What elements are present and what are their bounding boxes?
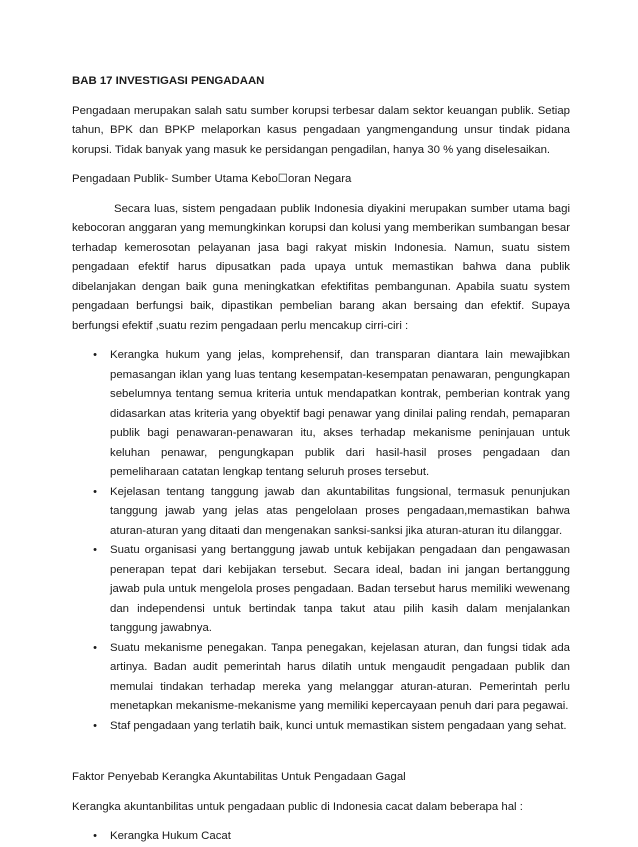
list-item (72, 639, 570, 717)
section-paragraph-public-procurement: Secara luas, sistem pengadaan publik Indonesia diyakini merupakan sumber utama bagi kebocoran anggaran yang memungkinkan korupsi dan kolusi yang memberikan sumbangan besar terhadap kemerosotan pelayanan jasa bagi rakyat miskin Indonesia. Namun, suatu sistem pengadaan efektif harus dipusatkan pada upaya untuk memastikan bahwa dana publik dibelanjakan dengan baik guna meningkatkan efektifitas pembangunan. Apabila suatu system pengadaan berfungsi baik, dipastikan pembelian barang akan bersaing dan efektif. Supaya berfungsi efektif ,suatu rezim pengadaan perlu mencakup cirri-ciri : (72, 202, 570, 332)
criteria-bullet-list (72, 346, 570, 736)
section-heading-public-procurement: Pengadaan Publik- Sumber Utama Kebo☐oran Negara (72, 173, 352, 185)
list-item-text: Staf pengadaan yang terlatih baik, kunci untuk memastikan sistem pengadaan yang sehat. (110, 719, 567, 732)
list-item (72, 541, 570, 639)
list-item-text: Kerangka hukum yang jelas, komprehensif, dan transparan diantara lain mewajibkan pemasangan iklan yang luas tentang kesempatan-kesempatan penawaran, pengungkapan sebelumnya tentang semua kriteria untuk mendapatkan kontrak, pemberian kontrak yang didasarkan atas kriteria yang obyektif bagi penawar yang dinilai paling rendah, pemaparan publik bagi penawaran-penawaran itu, akses terhadap mekanisme peninjauan untuk keluhan penawar, pengungkapan publik dari hasil-hasil proses pengadaan dan pemeliharaan catatan lengkap tentang seluruh proses tersebut. (110, 349, 570, 478)
bullet-icon: • (93, 641, 97, 654)
bullet-icon: • (93, 485, 97, 498)
bullet-icon: • (93, 830, 97, 842)
section-spacer (72, 746, 570, 768)
bullet-icon: • (93, 349, 97, 361)
section-paragraph-accountability-failure: Kerangka akuntanbilitas untuk pengadaan public di Indonesia cacat dalam beberapa hal : (72, 800, 523, 813)
list-item (72, 346, 570, 483)
list-item (72, 483, 570, 542)
list-item-text: Kerangka Hukum Cacat (110, 830, 231, 842)
document-title: BAB 17 INVESTIGASI PENGADAAN (72, 75, 265, 87)
list-item-text: Kejelasan tentang tanggung jawab dan akuntabilitas fungsional, termasuk penunjukan tanggung jawab yang jelas atas pengelolaan proses pengadaan,memastikan bahwa aturan-aturan yang ditaati dan mengenakan sanksi-sanksi jika aturan-aturan itu dilanggar. (110, 485, 570, 537)
bullet-icon: • (93, 544, 97, 556)
bullet-icon: • (93, 719, 97, 732)
list-item (72, 827, 570, 847)
list-item-text: Suatu organisasi yang bertanggung jawab untuk kebijakan pengadaan dan pengawasan penerapan tepat dari kebijakan tersebut. Secara ideal, badan ini jangan bertanggung jawab pula untuk mengelola proses pengadaan. Badan tersebut harus memiliki wewenang dan independensi untuk bertindak tanpa takut atau pilih kasih dalam menjalankan tanggung jawabnya. (110, 544, 570, 634)
list-item-text: Suatu mekanisme penegakan. Tanpa penegakan, kejelasan aturan, dan fungsi tidak ada artinya. Badan audit pemerintah harus dilatih untuk mengaudit pengadaan publik dan memulai tindakan terhadap mereka yang melanggar aturan-aturan. Pemerintah perlu menetapkan mekanisme-mekanisme yang memiliki kepercayaan penuh dari para pegawai. (110, 641, 570, 712)
list-item (72, 717, 570, 737)
defects-bullet-list (72, 827, 570, 847)
intro-paragraph: Pengadaan merupakan salah satu sumber korupsi terbesar dalam sektor keuangan publik. Setiap tahun, BPK dan BPKP melaporkan kasus pengadaan yangmengandung unsur tindak pidana korupsi. Tidak banyak yang masuk ke persidangan pengadilan, hanya 30 % yang diselesaikan. (72, 104, 570, 156)
section-heading-accountability-failure: Faktor Penyebab Kerangka Akuntabilitas Untuk Pengadaan Gagal (72, 771, 406, 783)
